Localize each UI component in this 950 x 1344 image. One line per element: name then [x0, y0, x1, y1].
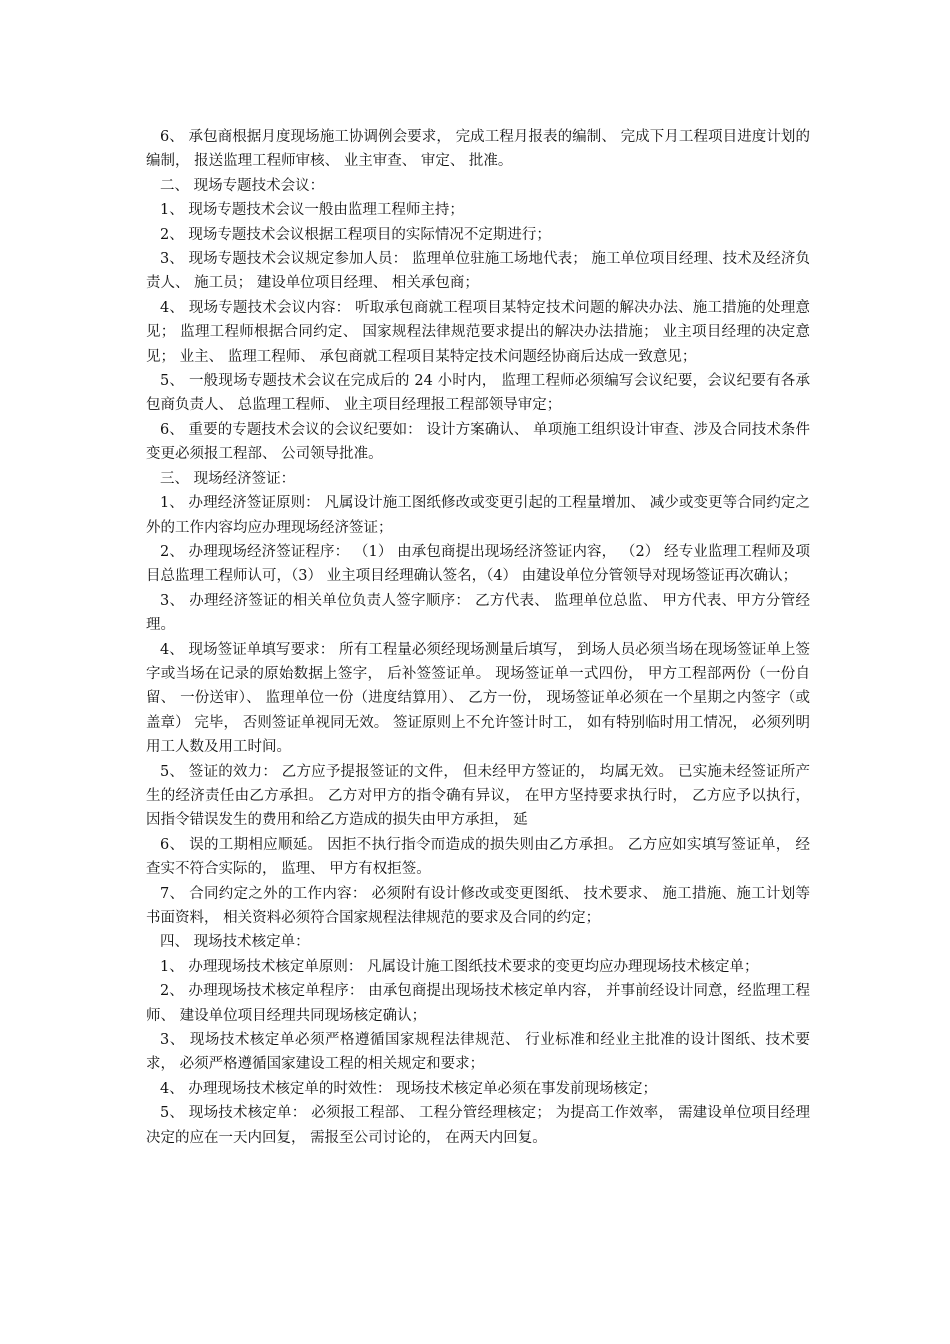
- paragraph: 3、 现场专题技术会议规定参加人员： 监理单位驻施工场地代表； 施工单位项目经理、技术及经济负责人、 施工员； 建设单位项目经理、 相关承包商；: [146, 251, 810, 292]
- paragraph: 6、 重要的专题技术会议的会议纪要如： 设计方案确认、 单项施工组织设计审查、涉及合同技术条件变更必须报工程部、 公司领导批准。: [146, 421, 810, 463]
- paragraph: 7、 合同约定之外的工作内容： 必须附有设计修改或变更图纸、 技术要求、 施工措施、施工计划等书面资料， 相关资料必须符合国家规程法律规范的要求及合同的约定；: [146, 885, 810, 926]
- section-heading-3: 三、 现场经济签证：: [160, 470, 296, 487]
- paragraph: 2、 现场专题技术会议根据工程项目的实际情况不定期进行；: [160, 226, 551, 243]
- paragraph: 4、 现场专题技术会议内容： 听取承包商就工程项目某特定技术问题的解决办法、施工措施的处理意见； 监理工程师根据合同约定、 国家规程法律规范要求提出的解决办法措施； 业主项目经理的决定意见； 业主、 监理工程师、 承包商就工程项目某特定技术问题经协商后达成一致意见；: [146, 299, 810, 365]
- section-heading-4: 四、 现场技术核定单：: [160, 934, 310, 951]
- paragraph: 2、 办理现场技术核定单程序： 由承包商提出现场技术核定单内容， 并事前经设计同意，经监理工程师、 建设单位项目经理共同现场核定确认；: [146, 983, 810, 1024]
- paragraph: 5、 现场技术核定单： 必须报工程部、 工程分管经理核定； 为提高工作效率， 需建设单位项目经理决定的应在一天内回复， 需报至公司讨论的， 在两天内回复。: [146, 1105, 810, 1146]
- paragraph-6-monthly-report: 6、 承包商根据月度现场施工协调例会要求， 完成工程月报表的编制、 完成下月工程项目进度计划的编制， 报送监理工程师审核、 业主审查、 审定、 批准。: [146, 129, 810, 170]
- paragraph: 3、 办理经济签证的相关单位负责人签字顺序： 乙方代表、 监理单位总监、 甲方代表、甲方分管经理。: [146, 592, 810, 634]
- paragraph: 4、 现场签证单填写要求： 所有工程量必须经现场测量后填写， 到场人员必须当场在现场签证单上签字或当场在记录的原始数据上签字， 后补签签证单。 现场签证单一式四份， 甲方工程部两份（一份自留、 一份送审）、 监理单位一份（进度结算用）、 乙方一份， 现场签证单必须在一个星期之内签字（或盖章） 完毕， 否则签证单视同无效。 签证原则上不允许签计时工， 如有特别临时用工情况， 必须列明用工人数及用工时间。: [146, 641, 810, 756]
- paragraph: 6、 误的工期相应顺延。 因拒不执行指令而造成的损失则由乙方承担。 乙方应如实填写签证单， 经查实不符合实际的， 监理、 甲方有权拒签。: [146, 836, 810, 878]
- paragraph: 3、 现场技术核定单必须严格遵循国家规程法律规范、 行业标准和经业主批准的设计图纸、技术要求， 必须严格遵循国家建设工程的相关规定和要求；: [146, 1032, 810, 1073]
- paragraph: 1、 现场专题技术会议一般由监理工程师主持；: [160, 202, 464, 219]
- paragraph: 1、 办理现场技术核定单原则： 凡属设计施工图纸技术要求的变更均应办理现场技术核定单；: [160, 958, 759, 975]
- paragraph: 5、 一般现场专题技术会议在完成后的 24 小时内， 监理工程师必须编写会议纪要，会议纪要有各承包商负责人、 总监理工程师、 业主项目经理报工程部领导审定；: [146, 373, 810, 414]
- section-heading-2: 二、 现场专题技术会议：: [160, 177, 325, 194]
- paragraph: 4、 办理现场技术核定单的时效性： 现场技术核定单必须在事发前现场核定；: [160, 1080, 657, 1097]
- paragraph: 5、 签证的效力： 乙方应予提报签证的文件， 但未经甲方签证的， 均属无效。 已实施未经签证所产生的经济责任由乙方承担。 乙方对甲方的指令确有异议， 在甲方坚持要求执行时， 乙方应予以执行， 因指令错误发生的费用和给乙方造成的损失由甲方承担， 延: [146, 763, 810, 829]
- paragraph: 1、 办理经济签证原则： 凡属设计施工图纸修改或变更引起的工程量增加、 减少或变更等合同约定之外的工作内容均应办理现场经济签证；: [146, 495, 810, 536]
- paragraph: 2、 办理现场经济签证程序： （1） 由承包商提出现场经济签证内容， （2） 经专业监理工程师及项目总监理工程师认可，（3） 业主项目经理确认签名，（4） 由建设单位分管领导对现场签证再次确认；: [146, 543, 810, 585]
